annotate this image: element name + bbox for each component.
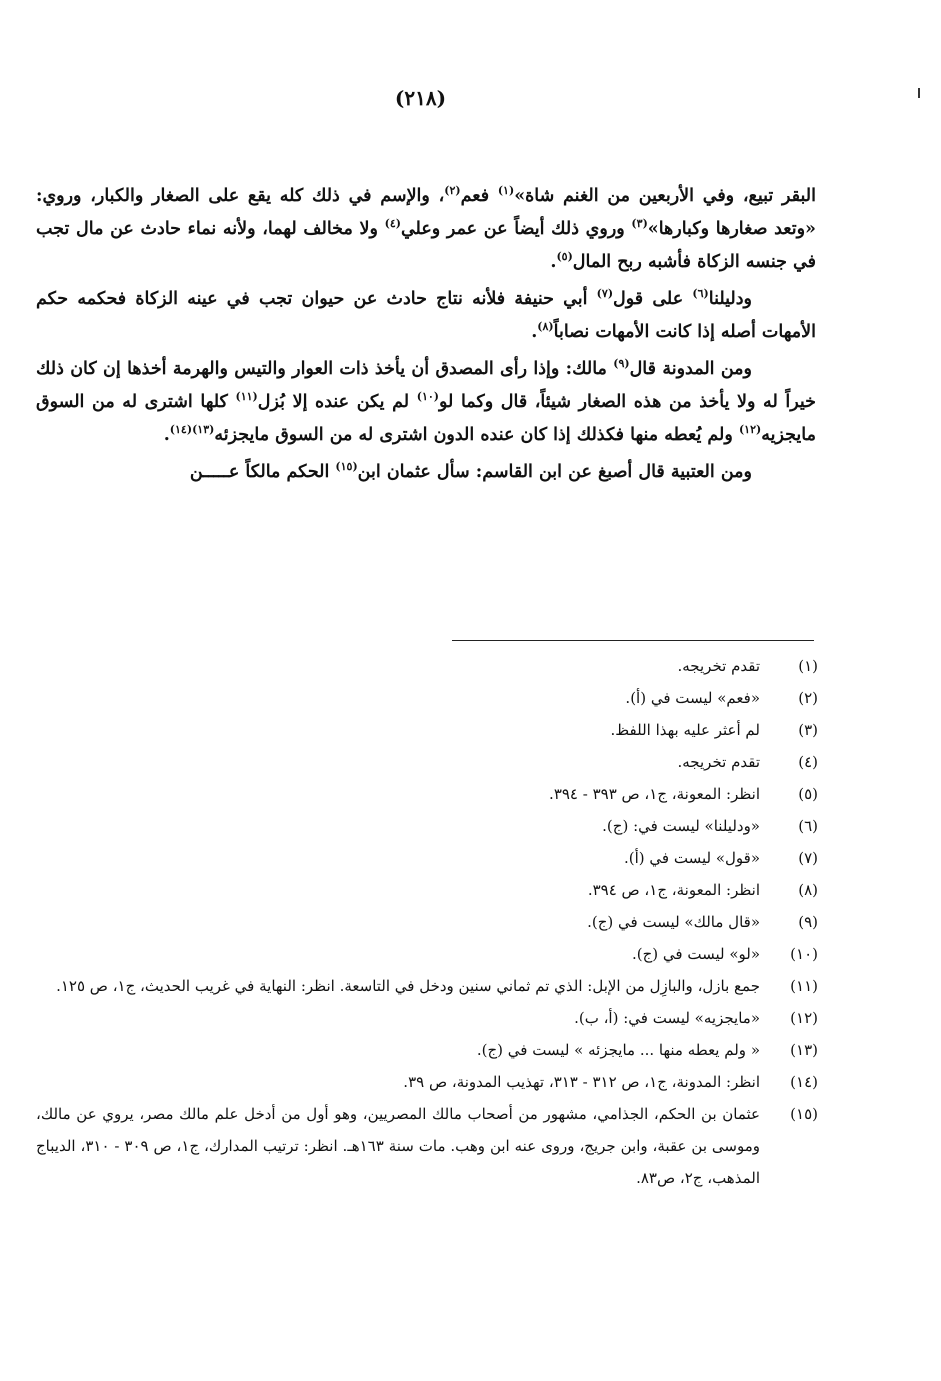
footnote-ref: (٥) <box>556 250 573 264</box>
footnote-4 <box>36 746 818 778</box>
footnote-number: (٦) <box>798 817 818 835</box>
footnote-text: «قال مالك» ليست في (ج). <box>587 913 760 931</box>
footnote-text: «مايجزيه» ليست في: (أ، ب). <box>574 1009 760 1027</box>
footnote-7 <box>36 842 818 874</box>
footnote-14 <box>36 1066 818 1098</box>
paragraph-1 <box>36 180 816 279</box>
text-run: وروي ذلك أيضاً عن عمر وعلي <box>400 219 632 239</box>
footnote-number: (١٠) <box>790 945 818 963</box>
footnote-11 <box>36 970 818 1002</box>
footnote-number: (٩) <box>798 913 818 931</box>
page-number: (٢١٨) <box>394 86 447 110</box>
footnote-5 <box>36 778 818 810</box>
footnote-text: انظر: المدونة، ج١، ص ٣١٢ - ٣١٣، تهذيب المدونة، ص ٣٩. <box>403 1073 760 1091</box>
footnote-text: عثمان بن الحكم، الجذامي، مشهور من أصحاب مالك المصريين، وهو أول من أدخل علم مالك مصر، يروي عن مالك، وموسى بن عقبة، وابن جريج، وروى عنه ابن وهب. مات سنة ١٦٣هـ. انظر: ترتيب المدارك، ج١، ص ٣٠٩ - ٣١٠، الديباج المذهب، ج٢، ص٨٣. <box>36 1105 760 1187</box>
text-run: . <box>163 425 170 445</box>
footnote-number: (١) <box>798 657 818 675</box>
footnote-number: (٧) <box>798 849 818 867</box>
footnote-ref: (٢) <box>444 184 461 198</box>
footnote-text: انظر: المعونة، ج١، ص ٣٩٣ - ٣٩٤. <box>549 785 760 803</box>
footnote-12 <box>36 1002 818 1034</box>
text-run: ولم يُعطه منها فكذلك إذا كان عنده الدون اشترى له من السوق مايجزئه <box>214 425 739 445</box>
footnotes-list <box>36 650 818 1194</box>
footnote-ref: (١) <box>497 184 515 198</box>
footnote-ref: (١٥) <box>335 460 358 474</box>
main-text <box>36 180 816 493</box>
footnote-number: (٣) <box>798 721 818 739</box>
text-run: ولا مخالف لهما، ولأنه نماء حادث عن مال تجب في جنسه الزكاة فأشبه ربح المال <box>36 219 816 272</box>
footnote-text: «فعم» ليست في (أ). <box>625 689 760 707</box>
footnote-text: «قول» ليست في (أ). <box>624 849 760 867</box>
text-run: ومن العتبية قال أصبغ عن ابن القاسم: سأل عثمان ابن <box>357 462 752 482</box>
footnote-6 <box>36 810 818 842</box>
text-run: أبي حنيفة فلأنه نتاج حادث عن حيوان تجب في عينه الزكاة فحكمه حكم الأمهات أصله إذا كانت الأمهات نصاباً <box>36 289 816 342</box>
footnote-ref: (١٠) <box>416 390 439 404</box>
footnote-number: (١٢) <box>790 1009 818 1027</box>
paragraph-4 <box>36 456 816 489</box>
footnote-divider <box>452 640 814 641</box>
text-run: على قول <box>613 289 693 309</box>
footnote-number: (٤) <box>798 753 818 771</box>
footnote-3 <box>36 714 818 746</box>
footnote-ref: (١٣) <box>192 423 215 437</box>
footnote-number: (١٥) <box>790 1105 818 1123</box>
footnote-ref: (٨) <box>537 320 554 334</box>
text-run: ، والإسم في ذلك كله يقع على الصغار والكبار، وروي: «وتعد صغارها وكبارها» <box>36 186 816 239</box>
footnote-text: تقدم تخريجه. <box>677 753 760 771</box>
footnote-13 <box>36 1034 818 1066</box>
footnote-8 <box>36 874 818 906</box>
text-run: البقر تبيع، وفي الأربعين من الغنم شاة» <box>514 186 816 206</box>
footnote-number: (٢) <box>798 689 818 707</box>
text-run: . <box>531 322 538 342</box>
footnote-number: (١١) <box>790 977 818 995</box>
text-run: ومن المدونة قال <box>629 359 753 379</box>
footnote-ref: (١٤) <box>169 423 193 437</box>
footnote-number: (٨) <box>798 881 818 899</box>
text-run: الحكم مالكاً عـــــن <box>189 462 336 482</box>
footnote-text: «ودليلنا» ليست في: (ج). <box>602 817 760 835</box>
footnote-number: (١٣) <box>790 1041 818 1059</box>
footnote-text: جمع بازل، والبازِل من الإبل: الذي تم ثماني سنين ودخل في التاسعة. انظر: النهاية في غريب الحديث، ج١، ص ١٢٥. <box>56 977 760 995</box>
footnote-ref: (٤) <box>384 217 401 231</box>
footnote-text: انظر: المعونة، ج١، ص ٣٩٤. <box>587 881 760 899</box>
footnote-ref: (٦) <box>692 287 709 301</box>
footnote-number: (١٤) <box>790 1073 818 1091</box>
paragraph-2 <box>36 283 816 349</box>
footnote-2 <box>36 682 818 714</box>
footnote-text: لم أعثر عليه بهذا اللفظ. <box>610 721 760 739</box>
text-run: مالك: وإذا رأى المصدق أن يأخذ ذات العوار والتيس والهرمة أخذها إن كان ذلك خيراً له ولا يأخذ من هذه الصغار شيئاً، قال وكما لو <box>36 359 816 412</box>
footnote-text: «لو» ليست في (ج). <box>631 945 760 963</box>
text-run: ودليلنا <box>708 289 752 309</box>
footnote-ref: (٩) <box>613 357 630 371</box>
footnote-ref: (١١) <box>235 390 258 404</box>
text-run: . <box>550 252 557 272</box>
text-run: فعم <box>460 186 498 206</box>
footnote-ref: (٧) <box>596 287 614 301</box>
footnote-1 <box>36 650 818 682</box>
footnote-10 <box>36 938 818 970</box>
margin-mark <box>918 88 920 98</box>
paragraph-3 <box>36 353 816 452</box>
text-run: لم يكن عنده إلا بُزل <box>257 392 417 412</box>
footnote-ref: (١٢) <box>738 423 762 437</box>
footnote-ref: (٣) <box>631 217 648 231</box>
footnote-15 <box>36 1098 818 1194</box>
footnote-text: تقدم تخريجه. <box>677 657 760 675</box>
text-run: كلها اشترى له من السوق مايجزيه <box>36 392 816 445</box>
footnote-number: (٥) <box>798 785 818 803</box>
footnote-text: « ولم يعطه منها ... مايجزئه » ليست في (ج). <box>476 1041 760 1059</box>
footnote-9 <box>36 906 818 938</box>
